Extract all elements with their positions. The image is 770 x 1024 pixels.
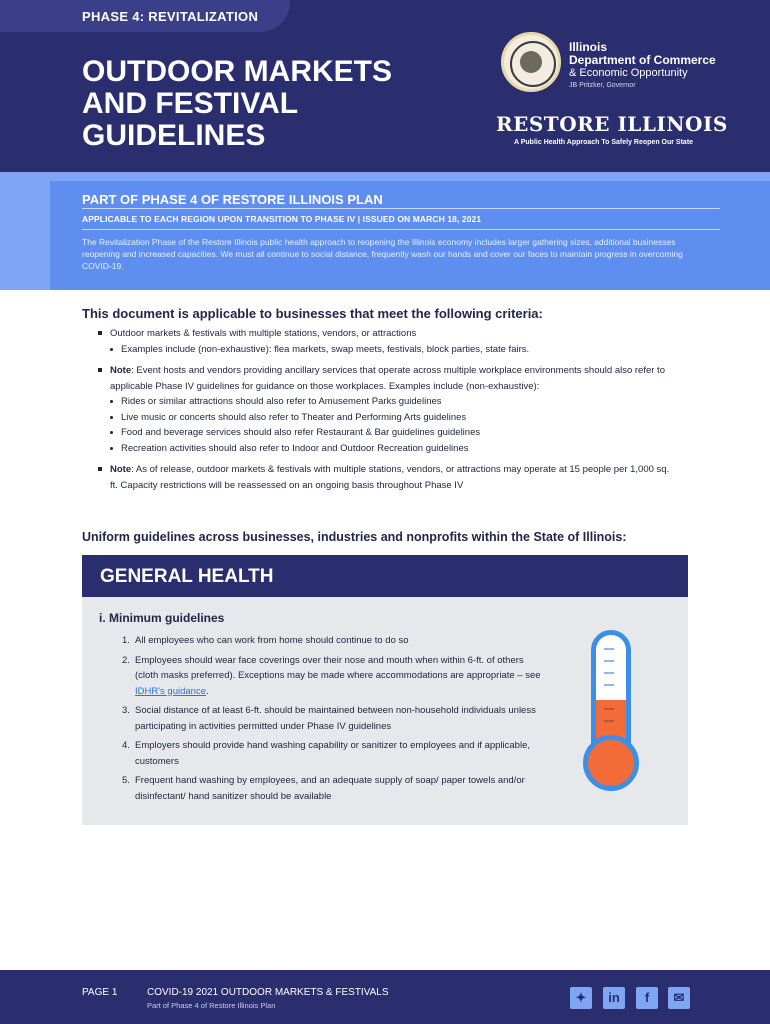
item-text: Frequent hand washing by employees, and an adequate supply of soap/ paper towels and/or disinfectant/ hand sanitizer should be available [135,775,525,802]
item-number: 1. [122,635,130,646]
dceo-line-2: Department of Commerce [569,53,716,67]
uniform-guidelines-heading: Uniform guidelines across businesses, industries and nonprofits within the State of Illinois: [82,530,627,544]
facebook-icon[interactable]: f [636,987,658,1009]
dceo-governor: JB Pritzker, Governor [569,82,636,89]
dceo-line-3: & Economic Opportunity [569,67,688,79]
thermometer-tick [604,648,614,650]
list-item [122,633,542,649]
list-item [122,653,542,700]
criteria-sub-item: Rides or similar attractions should also refer to Amusement Parks guidelines [98,394,678,410]
criteria-heading: This document is applicable to businesses that meet the following criteria: [82,306,543,321]
note-text: : Event hosts and vendors providing ancillary services that operate across multiple workplace environments should also refer to applicable Phase IV guidelines for guidance on those workplaces. Examples include (non-exhaustive): [110,365,665,392]
guidelines-list [122,633,542,808]
note-text: : As of release, outdoor markets & festivals with multiple stations, vendors, or attractions may operate at 15 people per 1,000 sq. ft. Capacity restrictions will be reassessed on an ongoing basis throughout Phase IV [110,464,670,491]
criteria-sub-item: Recreation activities should also refer to Indoor and Outdoor Recreation guidelines [98,441,678,457]
title-line-3: GUIDELINES [82,119,266,152]
criteria-sub-item: Examples include (non-exhaustive): flea markets, swap meets, festivals, block parties, state fairs. [98,342,678,358]
item-text: Employers should provide hand washing capability or sanitizer to employees and if applicable, customers [135,740,531,767]
phase-label: PHASE 4: REVITALIZATION [82,9,259,24]
divider [82,229,720,230]
thermometer-bulb [583,735,639,791]
footer-title: COVID-19 2021 OUTDOOR MARKETS & FESTIVALS [147,987,389,998]
list-item [122,773,542,804]
general-health-title: GENERAL HEALTH [100,566,274,587]
state-seal-icon [501,32,561,92]
list-item [122,703,542,734]
note-label: Note [110,365,132,376]
item-text-end: . [206,685,209,697]
restore-illinois-title: RESTORE ILLINOIS [496,112,728,136]
note-label: Note [110,464,132,475]
restore-tagline: A Public Health Approach To Safely Reopen Our State [514,139,694,146]
footer-subtitle: Part of Phase 4 of Restore Illinois Plan [147,1001,276,1010]
thermometer-tick [604,660,614,662]
idhr-guidance-link[interactable]: IDHR's guidance [135,685,206,697]
list-item [122,738,542,769]
divider [82,208,720,209]
dceo-logo [569,41,716,92]
criteria-sub-item: Food and beverage services should also refer Restaurant & Bar guidelines guidelines [98,425,678,441]
email-icon[interactable]: ✉ [668,987,690,1009]
item-text: Employees should wear face coverings over their nose and mouth when within 6-ft. of others (cloth masks preferred). Exceptions may be made where accommodations are appropriate – see [135,654,541,681]
applicability-line: APPLICABLE TO EACH REGION UPON TRANSITION TO PHASE IV | ISSUED ON MARCH 18, 2021 [82,214,482,224]
thermometer-tick [604,684,614,686]
criteria-sub-item: Live music or concerts should also refer to Theater and Performing Arts guidelines [98,410,678,426]
thermometer-tick [604,720,614,722]
page-number: PAGE 1 [82,987,118,998]
item-text: Social distance of at least 6-ft. should be maintained between non-household individuals unless participating in activities permitted under Phase IV guidelines [135,705,536,732]
item-number: 4. [122,740,130,751]
plan-title: PART OF PHASE 4 OF RESTORE ILLINOIS PLAN [82,192,383,207]
thermometer-tick [604,672,614,674]
plan-description: The Revitalization Phase of the Restore Illinois public health approach to reopening the Illinois economy includes larger gathering sizes, additional businesses reopening and increased capacities. We must all continue to social distance, frequently wash our hands and cover our faces to maintain progress in overcoming COVID-19. [82,237,683,271]
minimum-guidelines-heading: i. Minimum guidelines [99,611,225,625]
item-number: 2. [122,654,130,666]
criteria-item: Outdoor markets & festivals with multiple stations, vendors, or attractions [98,326,678,342]
page-title [82,56,442,152]
title-line-2: AND FESTIVAL [82,87,299,120]
criteria-item [98,363,678,394]
twitter-icon[interactable]: ✦ [570,987,592,1009]
thermometer-tick [604,708,614,710]
criteria-item [98,462,678,493]
item-text: All employees who can work from home should continue to do so [135,635,409,646]
linkedin-icon[interactable]: in [603,987,625,1009]
dceo-line-1: Illinois [569,40,608,54]
criteria-list [98,326,678,493]
item-number: 3. [122,705,130,716]
title-line-1: OUTDOOR MARKETS [82,55,392,88]
plan-band [0,172,770,290]
item-number: 5. [122,775,130,786]
